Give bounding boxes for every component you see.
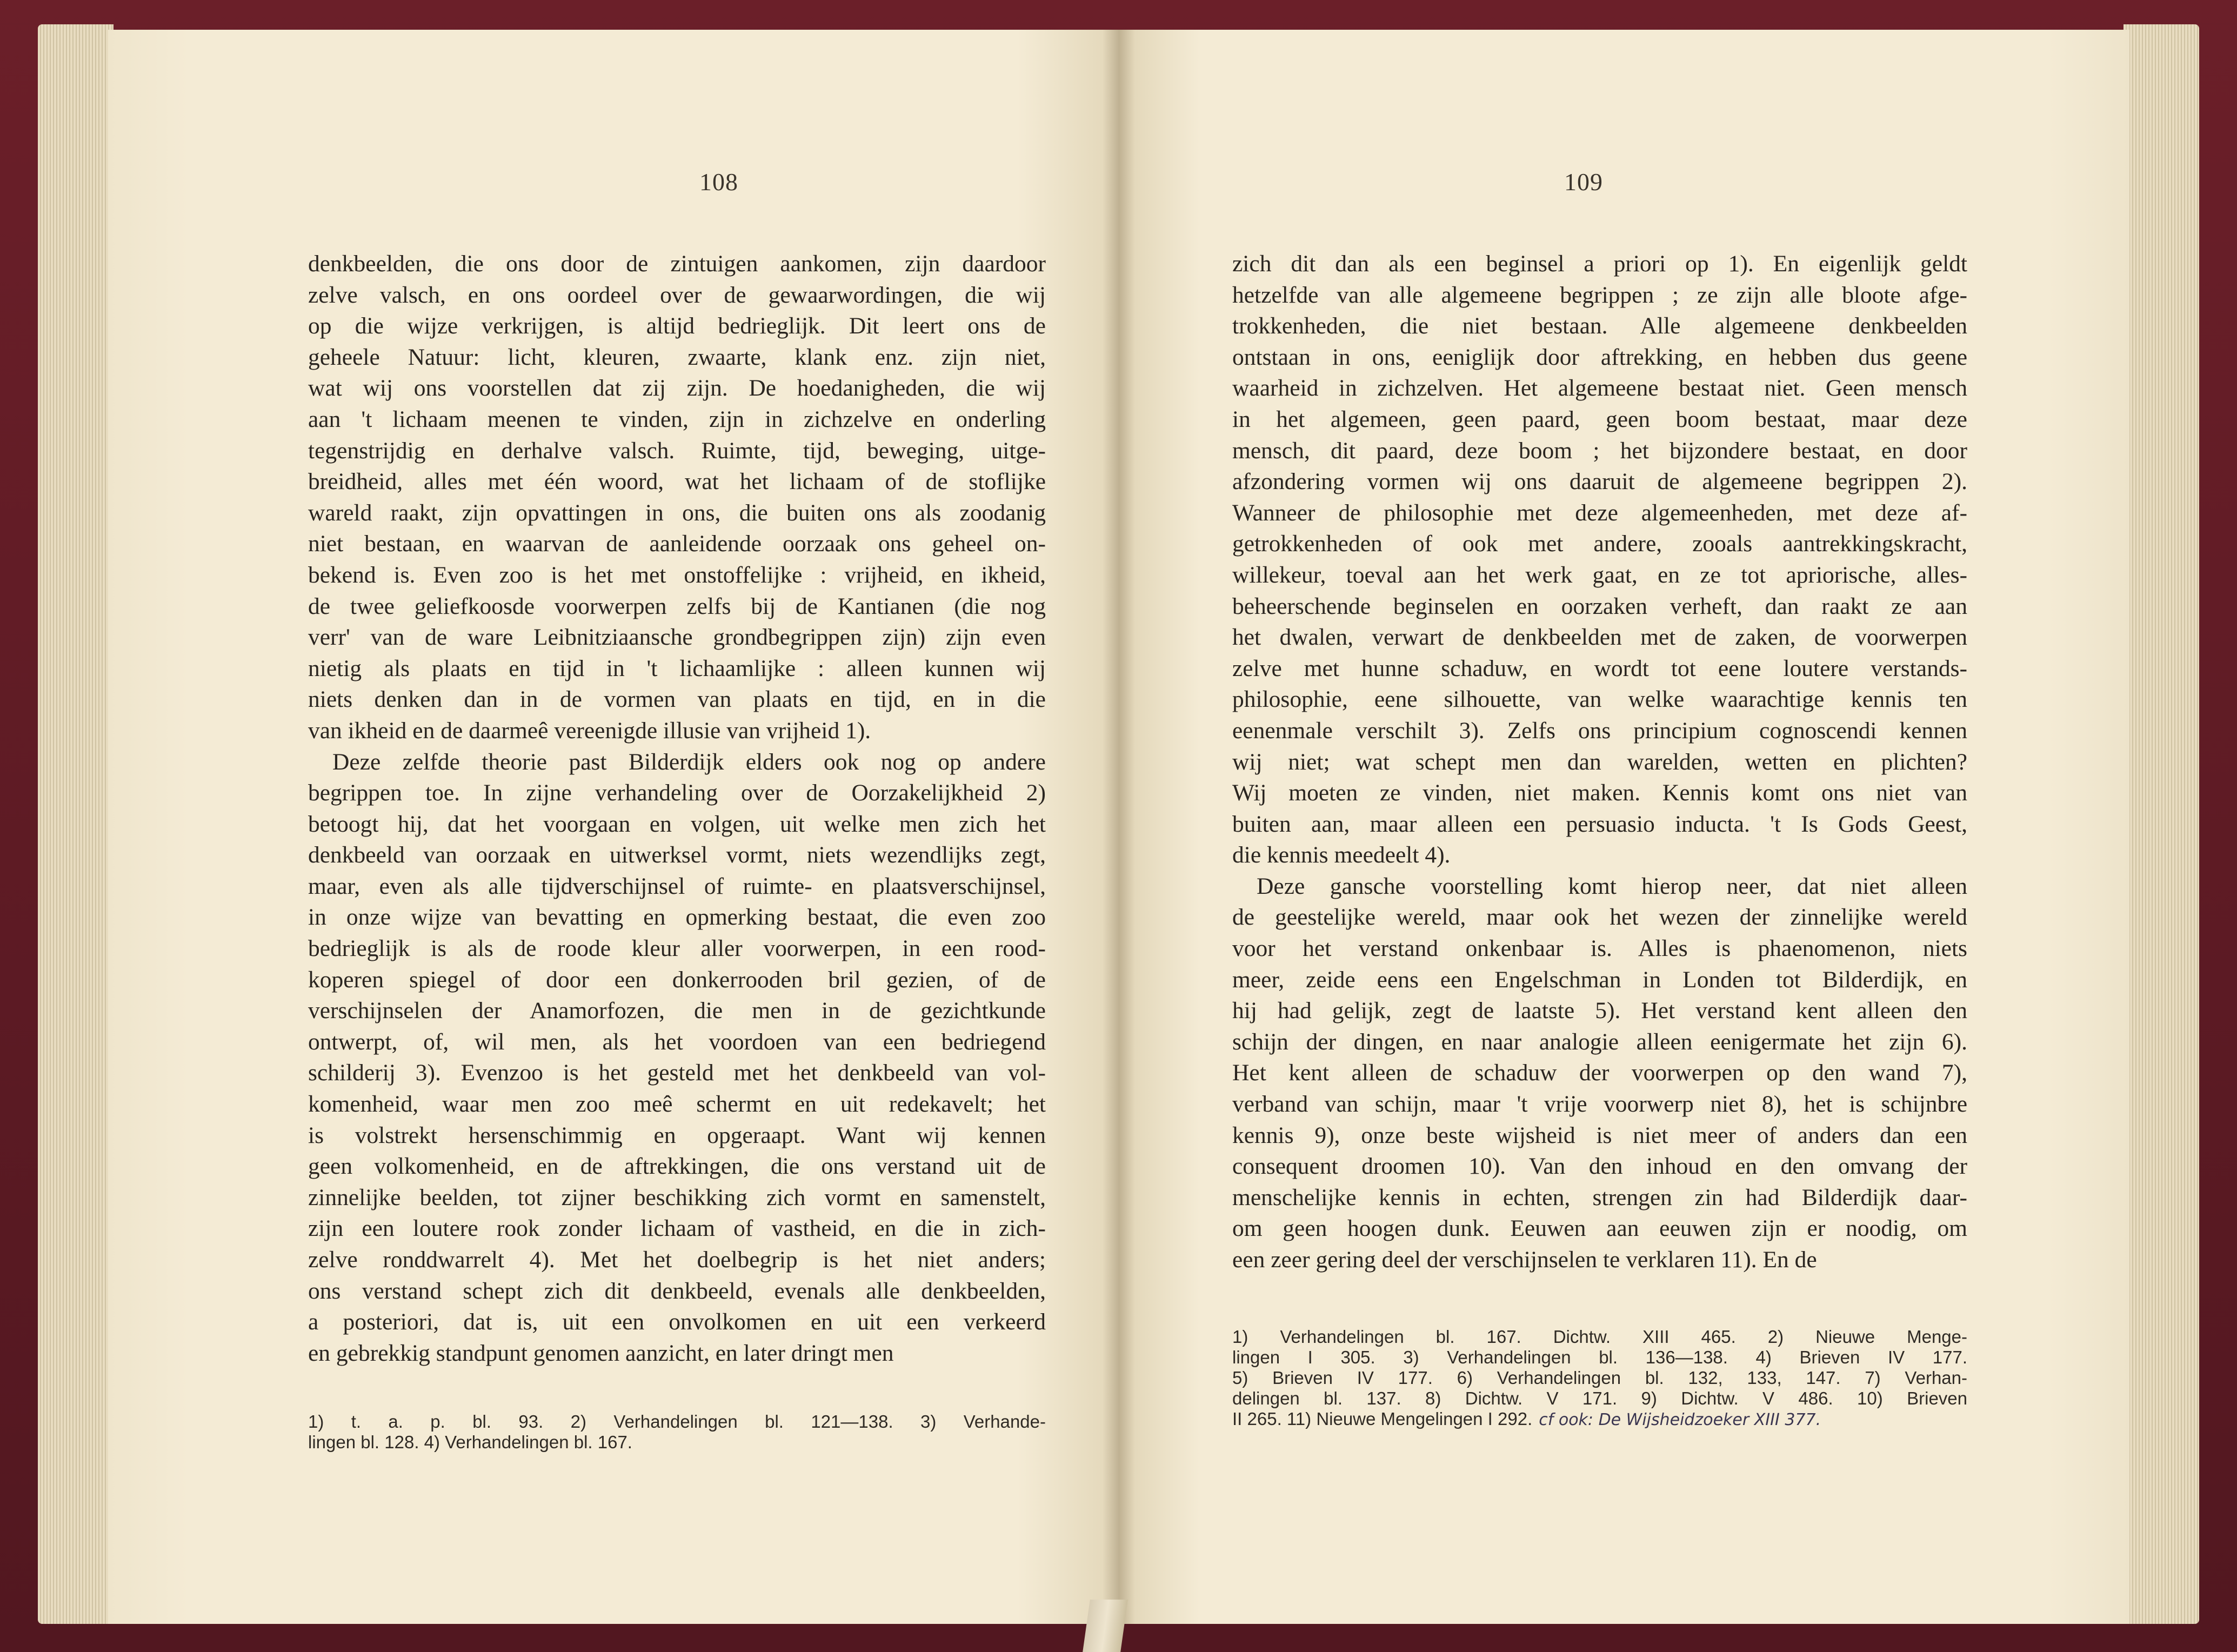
text-line: verschijnselen der Anamorfozen, die men in de gezichtkunde bbox=[308, 998, 1046, 1024]
text-line: menschelijke kennis in echten, strengen zin had Bilderdijk daar- bbox=[1232, 1184, 1967, 1210]
text-line: van ikheid en de daarmeê vereenigde illusie van vrijheid 1). bbox=[308, 717, 871, 744]
text-line: ons verstand schept zich dit denkbeeld, evenals alle denkbeelden, bbox=[308, 1278, 1046, 1304]
text-line: Wij moeten ze vinden, niet maken. Kennis komt ons niet van bbox=[1232, 780, 1967, 806]
text-line: op die wijze verkrijgen, is altijd bedrieglijk. Dit leert ons de bbox=[308, 313, 1046, 339]
text-line: philosophie, eene silhouette, van welke waarachtige kennis ten bbox=[1232, 686, 1967, 713]
text-line: niet bestaan, en waarvan de aanleidende oorzaak ons geheel on- bbox=[308, 531, 1046, 557]
text-line: in het algemeen, geen paard, geen boom bestaat, maar deze bbox=[1232, 406, 1967, 432]
text-line: is volstrekt hersenschimmig en opgeraapt. Want wij kennen bbox=[308, 1122, 1046, 1148]
text-line: voor het verstand onkenbaar is. Alles is phaenomenon, niets bbox=[1232, 935, 1967, 962]
text-line: schijn der dingen, en naar analogie alleen eenigermate het zijn 6). bbox=[1232, 1028, 1967, 1055]
book-gutter bbox=[1103, 30, 1135, 1624]
text-line: denkbeelden, die ons door de zintuigen aankomen, zijn daardoor bbox=[308, 251, 1046, 277]
left-page bbox=[108, 30, 1119, 1624]
footnote-line: lingen I 305. 3) Verhandelingen bl. 136—138. 4) Brieven IV 177. bbox=[1232, 1347, 1967, 1367]
text-line: eenenmale verschilt 3). Zelfs ons principium cognoscendi kennen bbox=[1232, 717, 1967, 744]
bookmark-ribbon bbox=[1083, 1600, 1128, 1652]
text-line: zelve ronddwarrelt 4). Met het doelbegrip is het niet anders; bbox=[308, 1247, 1046, 1273]
text-line: in onze wijze van bevatting en opmerking bestaat, die even zoo bbox=[308, 904, 1046, 931]
text-line: Deze zelfde theorie past Bilderdijk elders ook nog op andere bbox=[332, 748, 1046, 775]
right-page bbox=[1119, 30, 2129, 1624]
text-line: maar, even als alle tijdverschijnsel of ruimte- en plaatsverschijnsel, bbox=[308, 873, 1046, 899]
text-line: zich dit dan als een beginsel a priori op 1). En eigenlijk geldt bbox=[1232, 251, 1967, 277]
text-line: getrokkenheden of ook met andere, zooals aantrekkingskracht, bbox=[1232, 531, 1967, 557]
text-line: de twee geliefkoosde voorwerpen zelfs bij de Kantianen (die nog bbox=[308, 593, 1046, 619]
page-number: 109 bbox=[1564, 168, 1603, 196]
text-line: bekend is. Even zoo is het met onstoffelijke : vrijheid, en ikheid, bbox=[308, 561, 1046, 588]
footnote-line: delingen bl. 137. 8) Dichtw. V 171. 9) Dichtw. V 486. 10) Brieven bbox=[1232, 1388, 1967, 1408]
text-line: koperen spiegel of door een donkerrooden bril gezien, of de bbox=[308, 966, 1046, 993]
text-line: niets denken dan in de vormen van plaats en tijd, en in die bbox=[308, 686, 1046, 713]
footnote-line: 1) t. a. p. bl. 93. 2) Verhandelingen bl. 121—138. 3) Verhande- bbox=[308, 1412, 1046, 1432]
footnote-line: lingen bl. 128. 4) Verhandelingen bl. 167. bbox=[308, 1432, 632, 1452]
text-line: zinnelijke beelden, tot zijner beschikking zich vormt en samenstelt, bbox=[308, 1184, 1046, 1210]
text-line: komenheid, waar men zoo meê schermt en uit redekavelt; het bbox=[308, 1091, 1046, 1118]
text-line: tegenstrijdig en derhalve valsch. Ruimte, tijd, beweging, uitge- bbox=[308, 437, 1046, 464]
text-line: wij niet; wat schept men dan warelden, wetten en plichten? bbox=[1232, 748, 1967, 775]
text-line: hetzelfde van alle algemeene begrippen ; ze zijn alle bloote afge- bbox=[1232, 282, 1967, 308]
text-line: aan 't lichaam meenen te vinden, zijn in zichzelve en onderling bbox=[308, 406, 1046, 432]
text-line: wat wij ons voorstellen dat zij zijn. De hoedanigheden, die wij bbox=[308, 375, 1046, 402]
text-line: mensch, dit paard, deze boom ; het bijzondere bestaat, en door bbox=[1232, 437, 1967, 464]
text-line: geheele Natuur: licht, kleuren, zwaarte, klank enz. zijn niet, bbox=[308, 344, 1046, 370]
page-number: 108 bbox=[699, 168, 738, 196]
text-line: wareld raakt, zijn opvattingen in ons, die buiten ons als zoodanig bbox=[308, 499, 1046, 526]
body-text bbox=[308, 249, 1046, 1369]
text-line: begrippen toe. In zijne verhandeling over de Oorzakelijkheid 2) bbox=[308, 780, 1046, 806]
text-line: ontwerpt, of, wil men, als het voordoen van een bedriegend bbox=[308, 1028, 1046, 1055]
text-line: zelve valsch, en ons oordeel over de gewaarwordingen, die wij bbox=[308, 282, 1046, 308]
text-line: a posteriori, dat is, uit een onvolkomen en uit een verkeerd bbox=[308, 1309, 1046, 1335]
text-line: Deze gansche voorstelling komt hierop neer, dat niet alleen bbox=[1257, 873, 1967, 899]
text-line: schilderij 3). Evenzoo is het gesteld met het denkbeeld van vol- bbox=[308, 1060, 1046, 1086]
text-line: het dwalen, verwart de denkbeelden met de zaken, de voorwerpen bbox=[1232, 624, 1967, 651]
text-line: buiten aan, maar alleen een persuasio inducta. 't Is Gods Geest, bbox=[1232, 811, 1967, 837]
text-line: nietig als plaats en tijd in 't lichaamlijke : alleen kunnen wij bbox=[308, 655, 1046, 681]
text-line: die kennis meedeelt 4). bbox=[1232, 842, 1451, 868]
text-line: consequent droomen 10). Van den inhoud en den omvang der bbox=[1232, 1153, 1967, 1180]
text-line: Het kent alleen de schaduw der voorwerpen op den wand 7), bbox=[1232, 1060, 1967, 1086]
body-text bbox=[1232, 249, 1967, 1276]
text-line: Wanneer de philosophie met deze algemeenheden, met deze af- bbox=[1232, 499, 1967, 526]
text-line: trokkenheden, die niet bestaan. Alle algemeene denkbeelden bbox=[1232, 313, 1967, 339]
handwritten-annotation: cf ook: De Wijsheidzoeker XIII 377. bbox=[1539, 1410, 1821, 1429]
footnotes bbox=[1232, 1327, 1967, 1429]
text-line: de geestelijke wereld, maar ook het wezen der zinnelijke wereld bbox=[1232, 904, 1967, 931]
text-line: bedrieglijk is als de roode kleur aller voorwerpen, in een rood- bbox=[308, 935, 1046, 962]
text-line: breidheid, alles met één woord, wat het lichaam of de stoflijke bbox=[308, 469, 1046, 495]
text-line: en gebrekkig standpunt genomen aanzicht, en later dringt men bbox=[308, 1340, 894, 1366]
text-line: hij had gelijk, zegt de laatste 5). Het verstand kent alleen den bbox=[1232, 998, 1967, 1024]
text-line: zelve met hunne schaduw, en wordt tot eene loutere verstands- bbox=[1232, 655, 1967, 681]
text-line: ontstaan in ons, eeniglijk door aftrekking, en hebben dus geene bbox=[1232, 344, 1967, 370]
text-line: verband van schijn, maar 't vrije voorwerp niet 8), het is schijnbre bbox=[1232, 1091, 1967, 1118]
text-line: geen volkomenheid, en de aftrekkingen, die ons verstand uit de bbox=[308, 1153, 1046, 1180]
text-line: afzondering vormen wij ons daaruit de algemeene begrippen 2). bbox=[1232, 469, 1967, 495]
text-line: denkbeeld van oorzaak en uitwerksel vormt, niets wezendlijks zegt, bbox=[308, 842, 1046, 868]
footnotes bbox=[308, 1412, 1046, 1453]
text-line: zijn een loutere rook zonder lichaam of vastheid, en die in zich- bbox=[308, 1215, 1046, 1242]
footnote-line: II 265. 11) Nieuwe Mengelingen I 292. cf ook: De Wijsheidzoeker XIII 377. bbox=[1232, 1409, 1821, 1429]
text-line: verr' van de ware Leibnitziaansche grondbegrippen zijn) zijn even bbox=[308, 624, 1046, 651]
text-line: beheerschende beginselen en oorzaken verheft, dan raakt ze aan bbox=[1232, 593, 1967, 619]
text-line: kennis 9), onze beste wijsheid is niet meer of anders dan een bbox=[1232, 1122, 1967, 1148]
text-line: meer, zeide eens een Engelschman in Londen tot Bilderdijk, en bbox=[1232, 966, 1967, 993]
footnote-line: 5) Brieven IV 177. 6) Verhandelingen bl. 132, 133, 147. 7) Verhan- bbox=[1232, 1368, 1967, 1388]
text-line: een zeer gering deel der verschijnselen te verklaren 11). En de bbox=[1232, 1247, 1817, 1273]
text-line: betoogt hij, dat het voorgaan en volgen, uit welke men zich het bbox=[308, 811, 1046, 837]
text-line: om geen hoogen dunk. Eeuwen aan eeuwen zijn er noodig, om bbox=[1232, 1215, 1967, 1242]
text-line: willekeur, toeval aan het werk gaat, en ze tot apriorische, alles- bbox=[1232, 561, 1967, 588]
page-edges-right bbox=[2124, 24, 2199, 1624]
text-line: waarheid in zichzelven. Het algemeene bestaat niet. Geen mensch bbox=[1232, 375, 1967, 402]
footnote-line: 1) Verhandelingen bl. 167. Dichtw. XIII 465. 2) Nieuwe Menge- bbox=[1232, 1327, 1967, 1347]
page-edges-left bbox=[38, 24, 113, 1624]
